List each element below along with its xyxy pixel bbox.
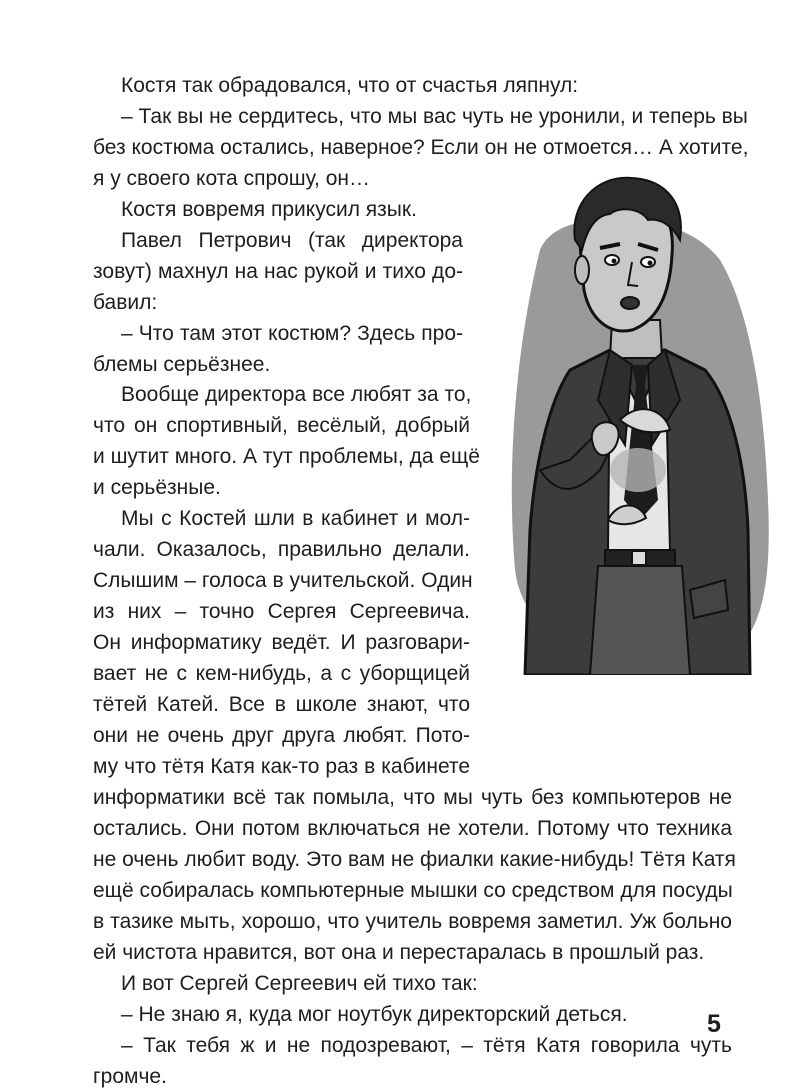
text-line: не очень любит воду. Это вам не фиалки какие-нибудь! Тётя Катя — [93, 848, 736, 871]
mouth — [621, 297, 639, 309]
text-line: информатики всё так помыла, что мы чуть без компьютеров не — [93, 786, 732, 809]
text-line: И вот Сергей Сергеевич ей тихо так: — [121, 972, 478, 995]
ear — [575, 256, 589, 284]
text-line: – Так вы не сердитесь, что мы вас чуть не уронили, и теперь вы — [121, 105, 748, 128]
text-line: Он информатику ведёт. И разговари- — [93, 631, 470, 654]
stain — [610, 448, 666, 492]
director-illustration — [500, 170, 772, 675]
text-line: Костя так обрадовался, что от счастья ляпнул: — [121, 74, 579, 97]
trousers — [590, 566, 690, 675]
text-line: му что тётя Катя как-то раз в кабинете — [93, 755, 470, 778]
text-line: в тазике мыть, хорошо, что учитель вовремя заметил. Уж больно — [93, 910, 732, 933]
text-line: и серьёзные. — [93, 476, 221, 499]
text-line: зовут) махнул на нас рукой и тихо до- — [93, 260, 463, 283]
text-line: без костюма остались, наверное? Если он не отмоется… А хотите, — [93, 136, 749, 159]
text-line: Слышим – голоса в учительской. Один — [93, 569, 473, 592]
text-line: вает не с кем-нибудь, а с уборщицей — [93, 662, 470, 685]
text-line: – Так тебя ж и не подозревают, – тётя Катя говорила чуть — [121, 1034, 732, 1057]
text-line: – Не знаю я, куда мог ноутбук директорский деться. — [121, 1003, 628, 1026]
text-line: ей чистота нравится, вот она и перестаралась в прошлый раз. — [93, 941, 705, 964]
text-line: блемы серьёзнее. — [93, 353, 271, 376]
page-number: 5 — [707, 1010, 721, 1038]
text-line: я у своего кота спрошу, он… — [93, 167, 370, 190]
text-line: тётей Катей. Все в школе знают, что — [93, 693, 470, 716]
text-line: Вообще директора все любят за то, — [121, 383, 472, 406]
text-line: громче. — [93, 1065, 167, 1088]
belt-buckle — [632, 551, 646, 565]
text-line: что он спортивный, весёлый, добрый — [93, 414, 470, 437]
text-line: Костя вовремя прикусил язык. — [121, 198, 417, 221]
text-line: из них – точно Сергея Сергеевича. — [93, 600, 470, 623]
text-line: – Что там этот костюм? Здесь про- — [121, 322, 463, 345]
text-line: Мы с Костей шли в кабинет и мол- — [121, 507, 470, 530]
text-line: они не очень друг друга любят. Пото- — [93, 724, 470, 747]
text-line: чали. Оказалось, правильно делали. — [93, 538, 470, 561]
text-line: ещё собиралась компьютерные мышки со средством для посуды — [93, 879, 733, 902]
text-line: остались. Они потом включаться не хотели. Потому что техника — [93, 817, 732, 840]
text-line: Павел Петрович (так директора — [121, 229, 463, 252]
text-line: бавил: — [93, 291, 158, 314]
text-line: и шутит много. А тут проблемы, да ещё — [93, 445, 480, 468]
